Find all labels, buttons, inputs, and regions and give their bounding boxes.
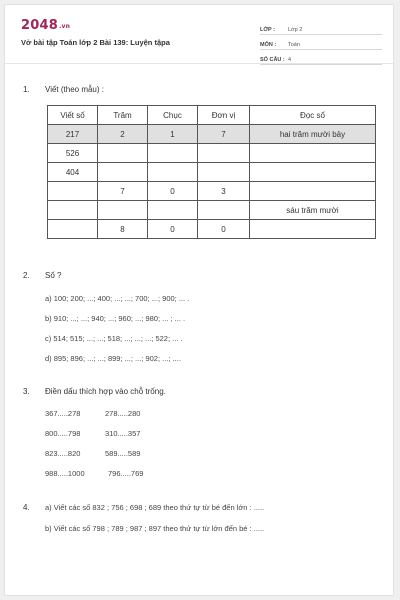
- table-cell: sáu trăm mười: [250, 201, 376, 220]
- meta-value: Toán: [288, 42, 300, 48]
- table-cell-blank[interactable]: [148, 163, 198, 182]
- meta-key: MÔN :: [260, 42, 277, 48]
- question-text: Điền dấu thích hợp vào chỗ trống.: [45, 387, 166, 396]
- sequence-line: d) 895; 896; ...; ...; 899; ...; ...; 902; ...; ....: [45, 354, 181, 363]
- sequence-line: c) 514; 515; ...; ...; 518; ...; ...; ...; 522; ... .: [45, 334, 183, 343]
- table-cell: 0: [148, 220, 198, 239]
- table-cell: 7: [98, 182, 148, 201]
- table-cell-blank[interactable]: [250, 163, 376, 182]
- table-cell-blank[interactable]: [198, 163, 250, 182]
- question-number: 4.: [23, 503, 30, 512]
- table-header-cell: Đọc số: [250, 106, 376, 125]
- question-part-b: b) Viết các số 798 ; 789 ; 987 ; 897 theo thứ tự từ lớn đến bé : .....: [45, 524, 265, 533]
- document-title: Vở bài tập Toán lớp 2 Bài 139: Luyện tậpa: [21, 38, 170, 47]
- table-cell: 0: [198, 220, 250, 239]
- meta-panel: [260, 20, 382, 65]
- table-cell: 1: [148, 125, 198, 144]
- site-logo[interactable]: [21, 18, 70, 33]
- table-header-cell: Chục: [148, 106, 198, 125]
- question-number: 3.: [23, 387, 30, 396]
- table-cell-blank[interactable]: [198, 201, 250, 220]
- compare-item: 310.....357: [105, 429, 141, 438]
- table-cell: 3: [198, 182, 250, 201]
- table-cell-blank[interactable]: [148, 144, 198, 163]
- table-cell: 526: [48, 144, 98, 163]
- compare-item: 800.....798: [45, 429, 81, 438]
- meta-row-class: [260, 20, 382, 35]
- compare-item: 823.....820: [45, 449, 81, 458]
- table-cell-blank[interactable]: [148, 201, 198, 220]
- worksheet-page: [4, 4, 394, 596]
- logo-tld: .vn: [58, 23, 71, 30]
- question-part-a: a) Viết các số 832 ; 756 ; 698 ; 689 theo thứ tự từ bé đến lớn : .....: [45, 503, 265, 512]
- table-cell-blank[interactable]: [48, 220, 98, 239]
- place-value-table: [47, 105, 376, 239]
- table-header-row: [48, 106, 376, 125]
- table-header-cell: Đơn vị: [198, 106, 250, 125]
- table-cell-blank[interactable]: [48, 201, 98, 220]
- logo-text: 2048: [21, 18, 58, 33]
- table-cell-blank[interactable]: [98, 163, 148, 182]
- table-cell: 8: [98, 220, 148, 239]
- sequence-line: b) 910; ...; ...; 940; ...; 960; ...; 980; ... ; ... .: [45, 314, 186, 323]
- meta-value: Lớp 2: [288, 27, 303, 33]
- sequence-line: a) 100; 200; ...; 400; ...; ...; 700; ...; 900; ... .: [45, 294, 190, 303]
- compare-item: 367.....278: [45, 409, 81, 418]
- compare-item: 988.....1000: [45, 469, 85, 478]
- table-row: [48, 201, 376, 220]
- table-cell-blank[interactable]: [98, 144, 148, 163]
- table-row: [48, 220, 376, 239]
- table-cell: 404: [48, 163, 98, 182]
- table-header-cell: Trăm: [98, 106, 148, 125]
- table-cell-blank[interactable]: [198, 144, 250, 163]
- header-divider: [5, 63, 393, 64]
- meta-key: LỚP :: [260, 27, 275, 33]
- table-cell: 217: [48, 125, 98, 144]
- table-cell: 0: [148, 182, 198, 201]
- meta-row-subject: [260, 35, 382, 50]
- table-cell: 2: [98, 125, 148, 144]
- table-row-example: [48, 125, 376, 144]
- compare-item: 796.....769: [108, 469, 144, 478]
- table-cell: 7: [198, 125, 250, 144]
- table-cell-blank[interactable]: [250, 220, 376, 239]
- table-cell-blank[interactable]: [98, 201, 148, 220]
- table-header-cell: Viết số: [48, 106, 98, 125]
- table-cell-blank[interactable]: [250, 182, 376, 201]
- table-row: [48, 182, 376, 201]
- table-cell-blank[interactable]: [250, 144, 376, 163]
- question-text: Viết (theo mẫu) :: [45, 85, 104, 94]
- meta-value: 4: [288, 57, 292, 63]
- meta-key: SỐ CÂU :: [260, 57, 285, 63]
- table-cell: hai trăm mười bảy: [250, 125, 376, 144]
- question-number: 1.: [23, 85, 30, 94]
- table-row: [48, 144, 376, 163]
- question-number: 2.: [23, 271, 30, 280]
- compare-item: 589.....589: [105, 449, 141, 458]
- question-text: Số ?: [45, 271, 62, 280]
- table-cell-blank[interactable]: [48, 182, 98, 201]
- table-row: [48, 163, 376, 182]
- compare-item: 278.....280: [105, 409, 141, 418]
